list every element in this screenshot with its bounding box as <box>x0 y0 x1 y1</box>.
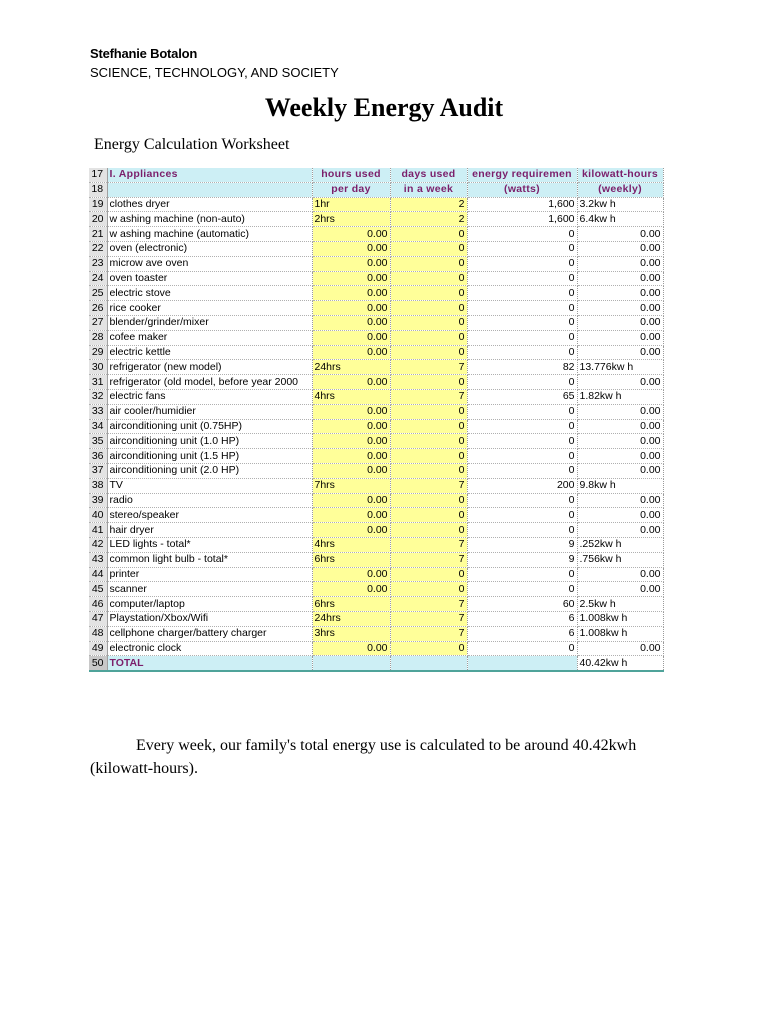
row-number: 24 <box>89 271 107 286</box>
days-cell: 0 <box>390 227 467 242</box>
table-row <box>89 271 663 286</box>
row-number: 50 <box>89 656 107 671</box>
appliance-cell: microw ave oven <box>107 256 312 271</box>
kwh-cell: 0.00 <box>577 463 663 478</box>
row-number: 41 <box>89 523 107 538</box>
hours-cell: 0.00 <box>312 301 390 316</box>
table-row <box>89 197 663 212</box>
watts-cell: 0 <box>467 567 577 582</box>
row-number: 27 <box>89 315 107 330</box>
table-row <box>89 611 663 626</box>
kwh-cell: 1.008kw h <box>577 626 663 641</box>
total-kwh: 40.42kw h <box>577 656 663 671</box>
appliance-cell: airconditioning unit (1.0 HP) <box>107 434 312 449</box>
table-row <box>89 523 663 538</box>
days-cell: 0 <box>390 641 467 656</box>
days-cell: 7 <box>390 597 467 612</box>
hours-cell: 0.00 <box>312 345 390 360</box>
table-row <box>89 212 663 227</box>
appliance-cell: airconditioning unit (2.0 HP) <box>107 463 312 478</box>
days-cell: 0 <box>390 375 467 390</box>
kwh-cell: 0.00 <box>577 345 663 360</box>
appliance-cell: Playstation/Xbox/Wifi <box>107 611 312 626</box>
appliance-cell: cellphone charger/battery charger <box>107 626 312 641</box>
days-cell: 0 <box>390 286 467 301</box>
table-row <box>89 567 663 582</box>
table-row <box>89 508 663 523</box>
watts-cell: 0 <box>467 463 577 478</box>
hours-cell: 0.00 <box>312 449 390 464</box>
kwh-cell: 0.00 <box>577 241 663 256</box>
watts-header: energy requiremen <box>467 168 577 182</box>
kwh-cell: 9.8kw h <box>577 478 663 493</box>
energy-worksheet-table <box>89 168 664 672</box>
kwh-cell: 6.4kw h <box>577 212 663 227</box>
days-cell: 0 <box>390 315 467 330</box>
row-number: 20 <box>89 212 107 227</box>
hours-cell: 3hrs <box>312 626 390 641</box>
appliance-cell: TV <box>107 478 312 493</box>
days-cell: 0 <box>390 463 467 478</box>
hours-cell: 7hrs <box>312 478 390 493</box>
row-number: 45 <box>89 582 107 597</box>
row-number: 23 <box>89 256 107 271</box>
row-number: 49 <box>89 641 107 656</box>
kwh-cell: 13.776kw h <box>577 360 663 375</box>
worksheet-subtitle: Energy Calculation Worksheet <box>94 136 290 153</box>
hours-header-sub: per day <box>312 182 390 197</box>
hours-cell: 6hrs <box>312 597 390 612</box>
appliance-cell: electronic clock <box>107 641 312 656</box>
days-cell: 7 <box>390 611 467 626</box>
hours-cell: 0.00 <box>312 567 390 582</box>
appliance-cell: printer <box>107 567 312 582</box>
hours-cell: 0.00 <box>312 286 390 301</box>
hours-cell: 0.00 <box>312 375 390 390</box>
kwh-cell: 1.82kw h <box>577 389 663 404</box>
row-number: 47 <box>89 611 107 626</box>
kwh-cell: 0.00 <box>577 330 663 345</box>
kwh-cell: .252kw h <box>577 537 663 552</box>
watts-cell: 0 <box>467 330 577 345</box>
total-empty-cell <box>390 656 467 671</box>
watts-cell: 0 <box>467 315 577 330</box>
row-number: 31 <box>89 375 107 390</box>
table-row <box>89 256 663 271</box>
hours-cell: 0.00 <box>312 582 390 597</box>
watts-cell: 65 <box>467 389 577 404</box>
days-cell: 0 <box>390 301 467 316</box>
appliance-cell: radio <box>107 493 312 508</box>
table-row <box>89 463 663 478</box>
table-row <box>89 552 663 567</box>
appliance-cell: blender/grinder/mixer <box>107 315 312 330</box>
table-row <box>89 375 663 390</box>
watts-cell: 0 <box>467 508 577 523</box>
kwh-cell: 0.00 <box>577 449 663 464</box>
course-name: SCIENCE, TECHNOLOGY, AND SOCIETY <box>90 65 339 80</box>
kwh-cell: 0.00 <box>577 375 663 390</box>
table-row <box>89 301 663 316</box>
kwh-cell: 0.00 <box>577 256 663 271</box>
watts-cell: 9 <box>467 537 577 552</box>
row-number: 28 <box>89 330 107 345</box>
hours-cell: 0.00 <box>312 434 390 449</box>
header-row <box>89 182 663 197</box>
row-number: 37 <box>89 463 107 478</box>
hours-cell: 2hrs <box>312 212 390 227</box>
row-number: 46 <box>89 597 107 612</box>
days-cell: 0 <box>390 330 467 345</box>
appliance-cell: air cooler/humidier <box>107 404 312 419</box>
row-number: 19 <box>89 197 107 212</box>
appliance-cell: hair dryer <box>107 523 312 538</box>
row-number: 38 <box>89 478 107 493</box>
conclusion-paragraph: Every week, our family's total energy use is calculated to be around 40.42kwh (kilowatt-hours). <box>90 737 637 777</box>
hours-cell: 0.00 <box>312 256 390 271</box>
table-row <box>89 315 663 330</box>
hours-cell: 0.00 <box>312 227 390 242</box>
table-row <box>89 641 663 656</box>
kwh-cell: 0.00 <box>577 315 663 330</box>
table-row <box>89 227 663 242</box>
hours-cell: 0.00 <box>312 271 390 286</box>
table-row <box>89 241 663 256</box>
watts-cell: 1,600 <box>467 212 577 227</box>
watts-cell: 0 <box>467 641 577 656</box>
appliance-cell: oven (electronic) <box>107 241 312 256</box>
kwh-cell: 1.008kw h <box>577 611 663 626</box>
appliances-header-sub <box>107 182 312 197</box>
appliance-cell: stereo/speaker <box>107 508 312 523</box>
appliance-cell: scanner <box>107 582 312 597</box>
days-cell: 2 <box>390 197 467 212</box>
days-cell: 0 <box>390 241 467 256</box>
row-number: 43 <box>89 552 107 567</box>
hours-cell: 0.00 <box>312 315 390 330</box>
kwh-cell: 0.00 <box>577 419 663 434</box>
appliance-cell: cofee maker <box>107 330 312 345</box>
watts-cell: 6 <box>467 611 577 626</box>
appliance-cell: w ashing machine (automatic) <box>107 227 312 242</box>
row-number: 40 <box>89 508 107 523</box>
watts-cell: 0 <box>467 227 577 242</box>
hours-cell: 4hrs <box>312 537 390 552</box>
header-row <box>89 168 663 182</box>
watts-cell: 6 <box>467 626 577 641</box>
watts-cell: 200 <box>467 478 577 493</box>
kwh-cell: 0.00 <box>577 582 663 597</box>
appliance-cell: electric stove <box>107 286 312 301</box>
row-number: 48 <box>89 626 107 641</box>
days-cell: 7 <box>390 537 467 552</box>
hours-cell: 1hr <box>312 197 390 212</box>
days-cell: 0 <box>390 434 467 449</box>
appliance-cell: refrigerator (old model, before year 2000 <box>107 375 312 390</box>
table-row <box>89 626 663 641</box>
watts-cell: 0 <box>467 345 577 360</box>
row-number: 26 <box>89 301 107 316</box>
total-empty-cell <box>312 656 390 671</box>
row-number: 22 <box>89 241 107 256</box>
appliance-cell: clothes dryer <box>107 197 312 212</box>
row-number: 18 <box>89 182 107 197</box>
row-number: 32 <box>89 389 107 404</box>
days-cell: 0 <box>390 256 467 271</box>
row-number: 33 <box>89 404 107 419</box>
row-number: 44 <box>89 567 107 582</box>
table-row <box>89 345 663 360</box>
watts-cell: 82 <box>467 360 577 375</box>
hours-cell: 24hrs <box>312 360 390 375</box>
row-number: 42 <box>89 537 107 552</box>
days-cell: 0 <box>390 523 467 538</box>
hours-cell: 0.00 <box>312 508 390 523</box>
watts-cell: 0 <box>467 419 577 434</box>
table-row <box>89 537 663 552</box>
kwh-cell: 0.00 <box>577 227 663 242</box>
total-label: TOTAL <box>107 656 312 671</box>
days-cell: 0 <box>390 508 467 523</box>
hours-cell: 24hrs <box>312 611 390 626</box>
table-row <box>89 478 663 493</box>
kwh-cell: 0.00 <box>577 286 663 301</box>
watts-cell: 0 <box>467 241 577 256</box>
days-cell: 0 <box>390 449 467 464</box>
kwh-cell: 3.2kw h <box>577 197 663 212</box>
watts-cell: 60 <box>467 597 577 612</box>
watts-cell: 0 <box>467 375 577 390</box>
appliance-cell: rice cooker <box>107 301 312 316</box>
kwh-cell: 0.00 <box>577 301 663 316</box>
table-row <box>89 360 663 375</box>
row-number: 21 <box>89 227 107 242</box>
days-cell: 7 <box>390 552 467 567</box>
table-row <box>89 493 663 508</box>
table-row <box>89 330 663 345</box>
days-cell: 0 <box>390 582 467 597</box>
hours-cell: 0.00 <box>312 641 390 656</box>
row-number: 36 <box>89 449 107 464</box>
days-cell: 7 <box>390 360 467 375</box>
kwh-cell: 0.00 <box>577 434 663 449</box>
table-row <box>89 434 663 449</box>
table-row <box>89 389 663 404</box>
watts-cell: 0 <box>467 582 577 597</box>
appliance-cell: electric fans <box>107 389 312 404</box>
hours-cell: 0.00 <box>312 404 390 419</box>
days-header-sub: in a week <box>390 182 467 197</box>
watts-cell: 0 <box>467 449 577 464</box>
days-cell: 0 <box>390 271 467 286</box>
appliances-header: I. Appliances <box>107 168 312 182</box>
days-cell: 7 <box>390 389 467 404</box>
appliance-cell: airconditioning unit (1.5 HP) <box>107 449 312 464</box>
kwh-header-sub: (weekly) <box>577 182 663 197</box>
row-number: 30 <box>89 360 107 375</box>
appliance-cell: computer/laptop <box>107 597 312 612</box>
appliance-cell: w ashing machine (non-auto) <box>107 212 312 227</box>
hours-cell: 6hrs <box>312 552 390 567</box>
kwh-cell: 0.00 <box>577 641 663 656</box>
kwh-cell: 2.5kw h <box>577 597 663 612</box>
watts-cell: 1,600 <box>467 197 577 212</box>
days-header: days used <box>390 168 467 182</box>
page-title: Weekly Energy Audit <box>264 93 504 122</box>
days-cell: 7 <box>390 478 467 493</box>
kwh-cell: 0.00 <box>577 508 663 523</box>
row-number: 35 <box>89 434 107 449</box>
hours-cell: 0.00 <box>312 493 390 508</box>
table-row <box>89 597 663 612</box>
kwh-header: kilowatt-hours <box>577 168 663 182</box>
row-number: 34 <box>89 419 107 434</box>
hours-cell: 0.00 <box>312 463 390 478</box>
row-number: 25 <box>89 286 107 301</box>
hours-cell: 0.00 <box>312 330 390 345</box>
kwh-cell: 0.00 <box>577 567 663 582</box>
days-cell: 0 <box>390 404 467 419</box>
total-row <box>89 656 663 671</box>
table-row <box>89 582 663 597</box>
watts-cell: 0 <box>467 434 577 449</box>
table-row <box>89 404 663 419</box>
watts-cell: 0 <box>467 256 577 271</box>
table-row <box>89 449 663 464</box>
hours-cell: 0.00 <box>312 523 390 538</box>
days-cell: 0 <box>390 567 467 582</box>
watts-cell: 0 <box>467 404 577 419</box>
watts-cell: 0 <box>467 301 577 316</box>
appliance-cell: LED lights - total* <box>107 537 312 552</box>
watts-cell: 0 <box>467 493 577 508</box>
watts-cell: 0 <box>467 523 577 538</box>
days-cell: 0 <box>390 345 467 360</box>
hours-cell: 4hrs <box>312 389 390 404</box>
hours-header: hours used <box>312 168 390 182</box>
kwh-cell: 0.00 <box>577 493 663 508</box>
watts-cell: 9 <box>467 552 577 567</box>
total-empty-cell <box>467 656 577 671</box>
watts-cell: 0 <box>467 286 577 301</box>
days-cell: 0 <box>390 419 467 434</box>
row-number: 39 <box>89 493 107 508</box>
kwh-cell: 0.00 <box>577 271 663 286</box>
table-row <box>89 419 663 434</box>
days-cell: 0 <box>390 493 467 508</box>
kwh-cell: 0.00 <box>577 404 663 419</box>
author-name: Stefhanie Botalon <box>90 46 198 61</box>
watts-cell: 0 <box>467 271 577 286</box>
row-number: 29 <box>89 345 107 360</box>
appliance-cell: electric kettle <box>107 345 312 360</box>
row-number: 17 <box>89 168 107 182</box>
hours-cell: 0.00 <box>312 419 390 434</box>
appliance-cell: refrigerator (new model) <box>107 360 312 375</box>
watts-header-sub: (watts) <box>467 182 577 197</box>
days-cell: 7 <box>390 626 467 641</box>
kwh-cell: 0.00 <box>577 523 663 538</box>
appliance-cell: oven toaster <box>107 271 312 286</box>
appliance-cell: airconditioning unit (0.75HP) <box>107 419 312 434</box>
hours-cell: 0.00 <box>312 241 390 256</box>
days-cell: 2 <box>390 212 467 227</box>
kwh-cell: .756kw h <box>577 552 663 567</box>
appliance-cell: common light bulb - total* <box>107 552 312 567</box>
table-row <box>89 286 663 301</box>
